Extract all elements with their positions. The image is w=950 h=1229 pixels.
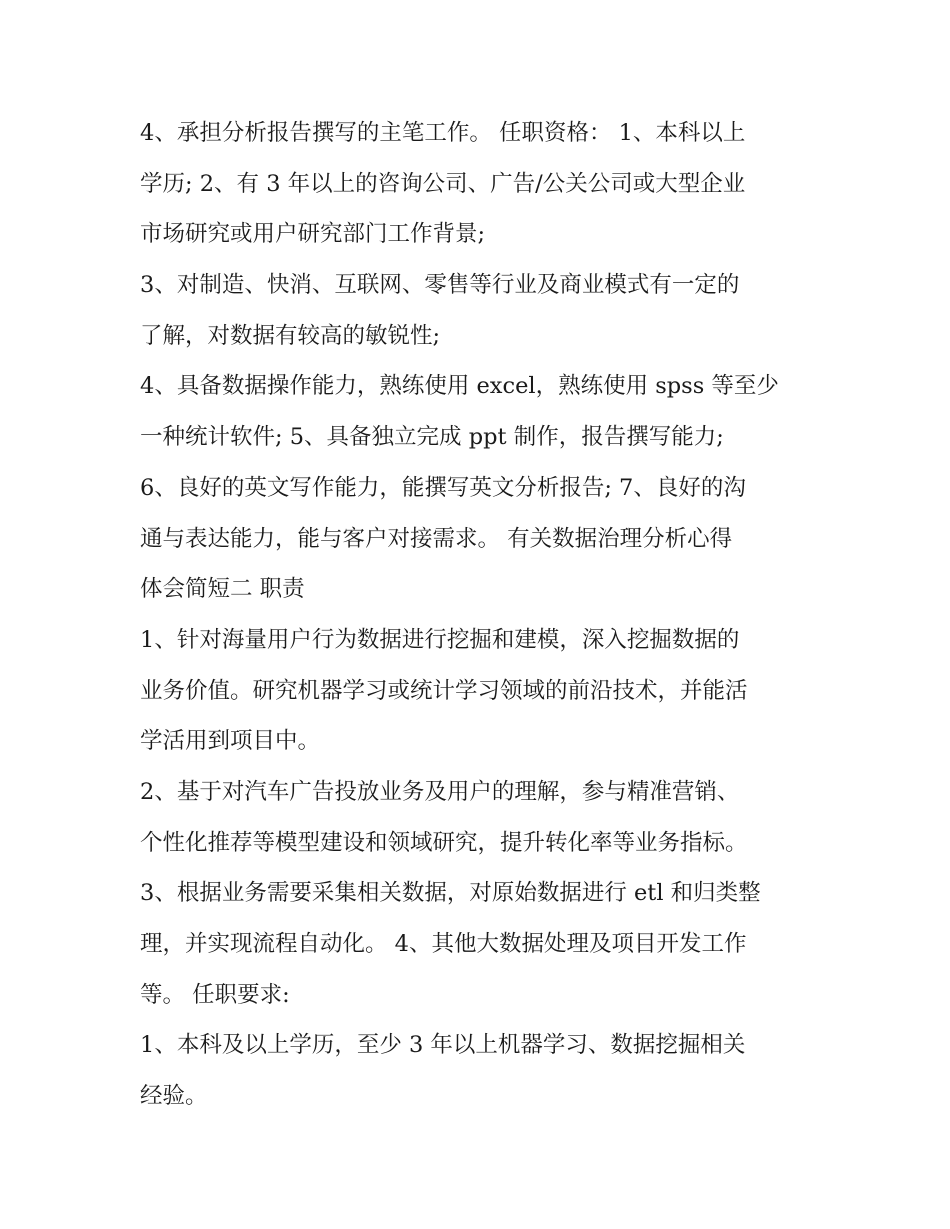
text-line: 市场研究或用户研究部门工作背景; [140,221,486,248]
text-line: 一种统计软件; 5、具备独立完成 ppt 制作，报告撰写能力; [140,424,724,451]
text-line: 理，并实现流程自动化。 4、其他大数据处理及项目开发工作 [140,931,747,957]
text-line: 学活用到项目中。 [140,728,321,755]
text-line: 2、基于对汽车广告投放业务及用户的理解，参与精准营销、 [140,778,740,805]
text-line: 3、对制造、快消、互联网、零售等行业及商业模式有一定的 [140,272,740,299]
text-line: 了解，对数据有较高的敏锐性; [140,322,441,349]
text-line: 学历; 2、有 3 年以上的咨询公司、广告/公关公司或大型企业 [140,170,746,197]
text-line: 1、针对海量用户行为数据进行挖掘和建模，深入挖掘数据的 [140,626,740,653]
text-line: 经验。 [140,1083,208,1110]
text-line: 业务价值。研究机器学习或统计学习领域的前沿技术，并能活 [140,677,748,704]
text-line: 4、承担分析报告撰写的主笔工作。 任职资格： 1、本科以上 [140,120,746,146]
text-line: 3、根据业务需要采集相关数据，对原始数据进行 etl 和归类整 [140,880,761,907]
text-line: 4、具备数据操作能力，熟练使用 excel，熟练使用 spss 等至少 [140,373,779,400]
text-line: 个性化推荐等模型建设和领域研究，提升转化率等业务指标。 [140,829,748,856]
document-body [140,108,820,1122]
text-line: 等。 任职要求: [140,981,290,1008]
text-line: 通与表达能力，能与客户对接需求。 有关数据治理分析心得 [140,525,733,552]
text-line: 体会简短二 职责 [140,576,305,603]
text-line: 1、本科及以上学历，至少 3 年以上机器学习、数据挖掘相关 [140,1032,746,1059]
text-line: 6、良好的英文写作能力，能撰写英文分析报告; 7、良好的沟 [140,474,746,501]
